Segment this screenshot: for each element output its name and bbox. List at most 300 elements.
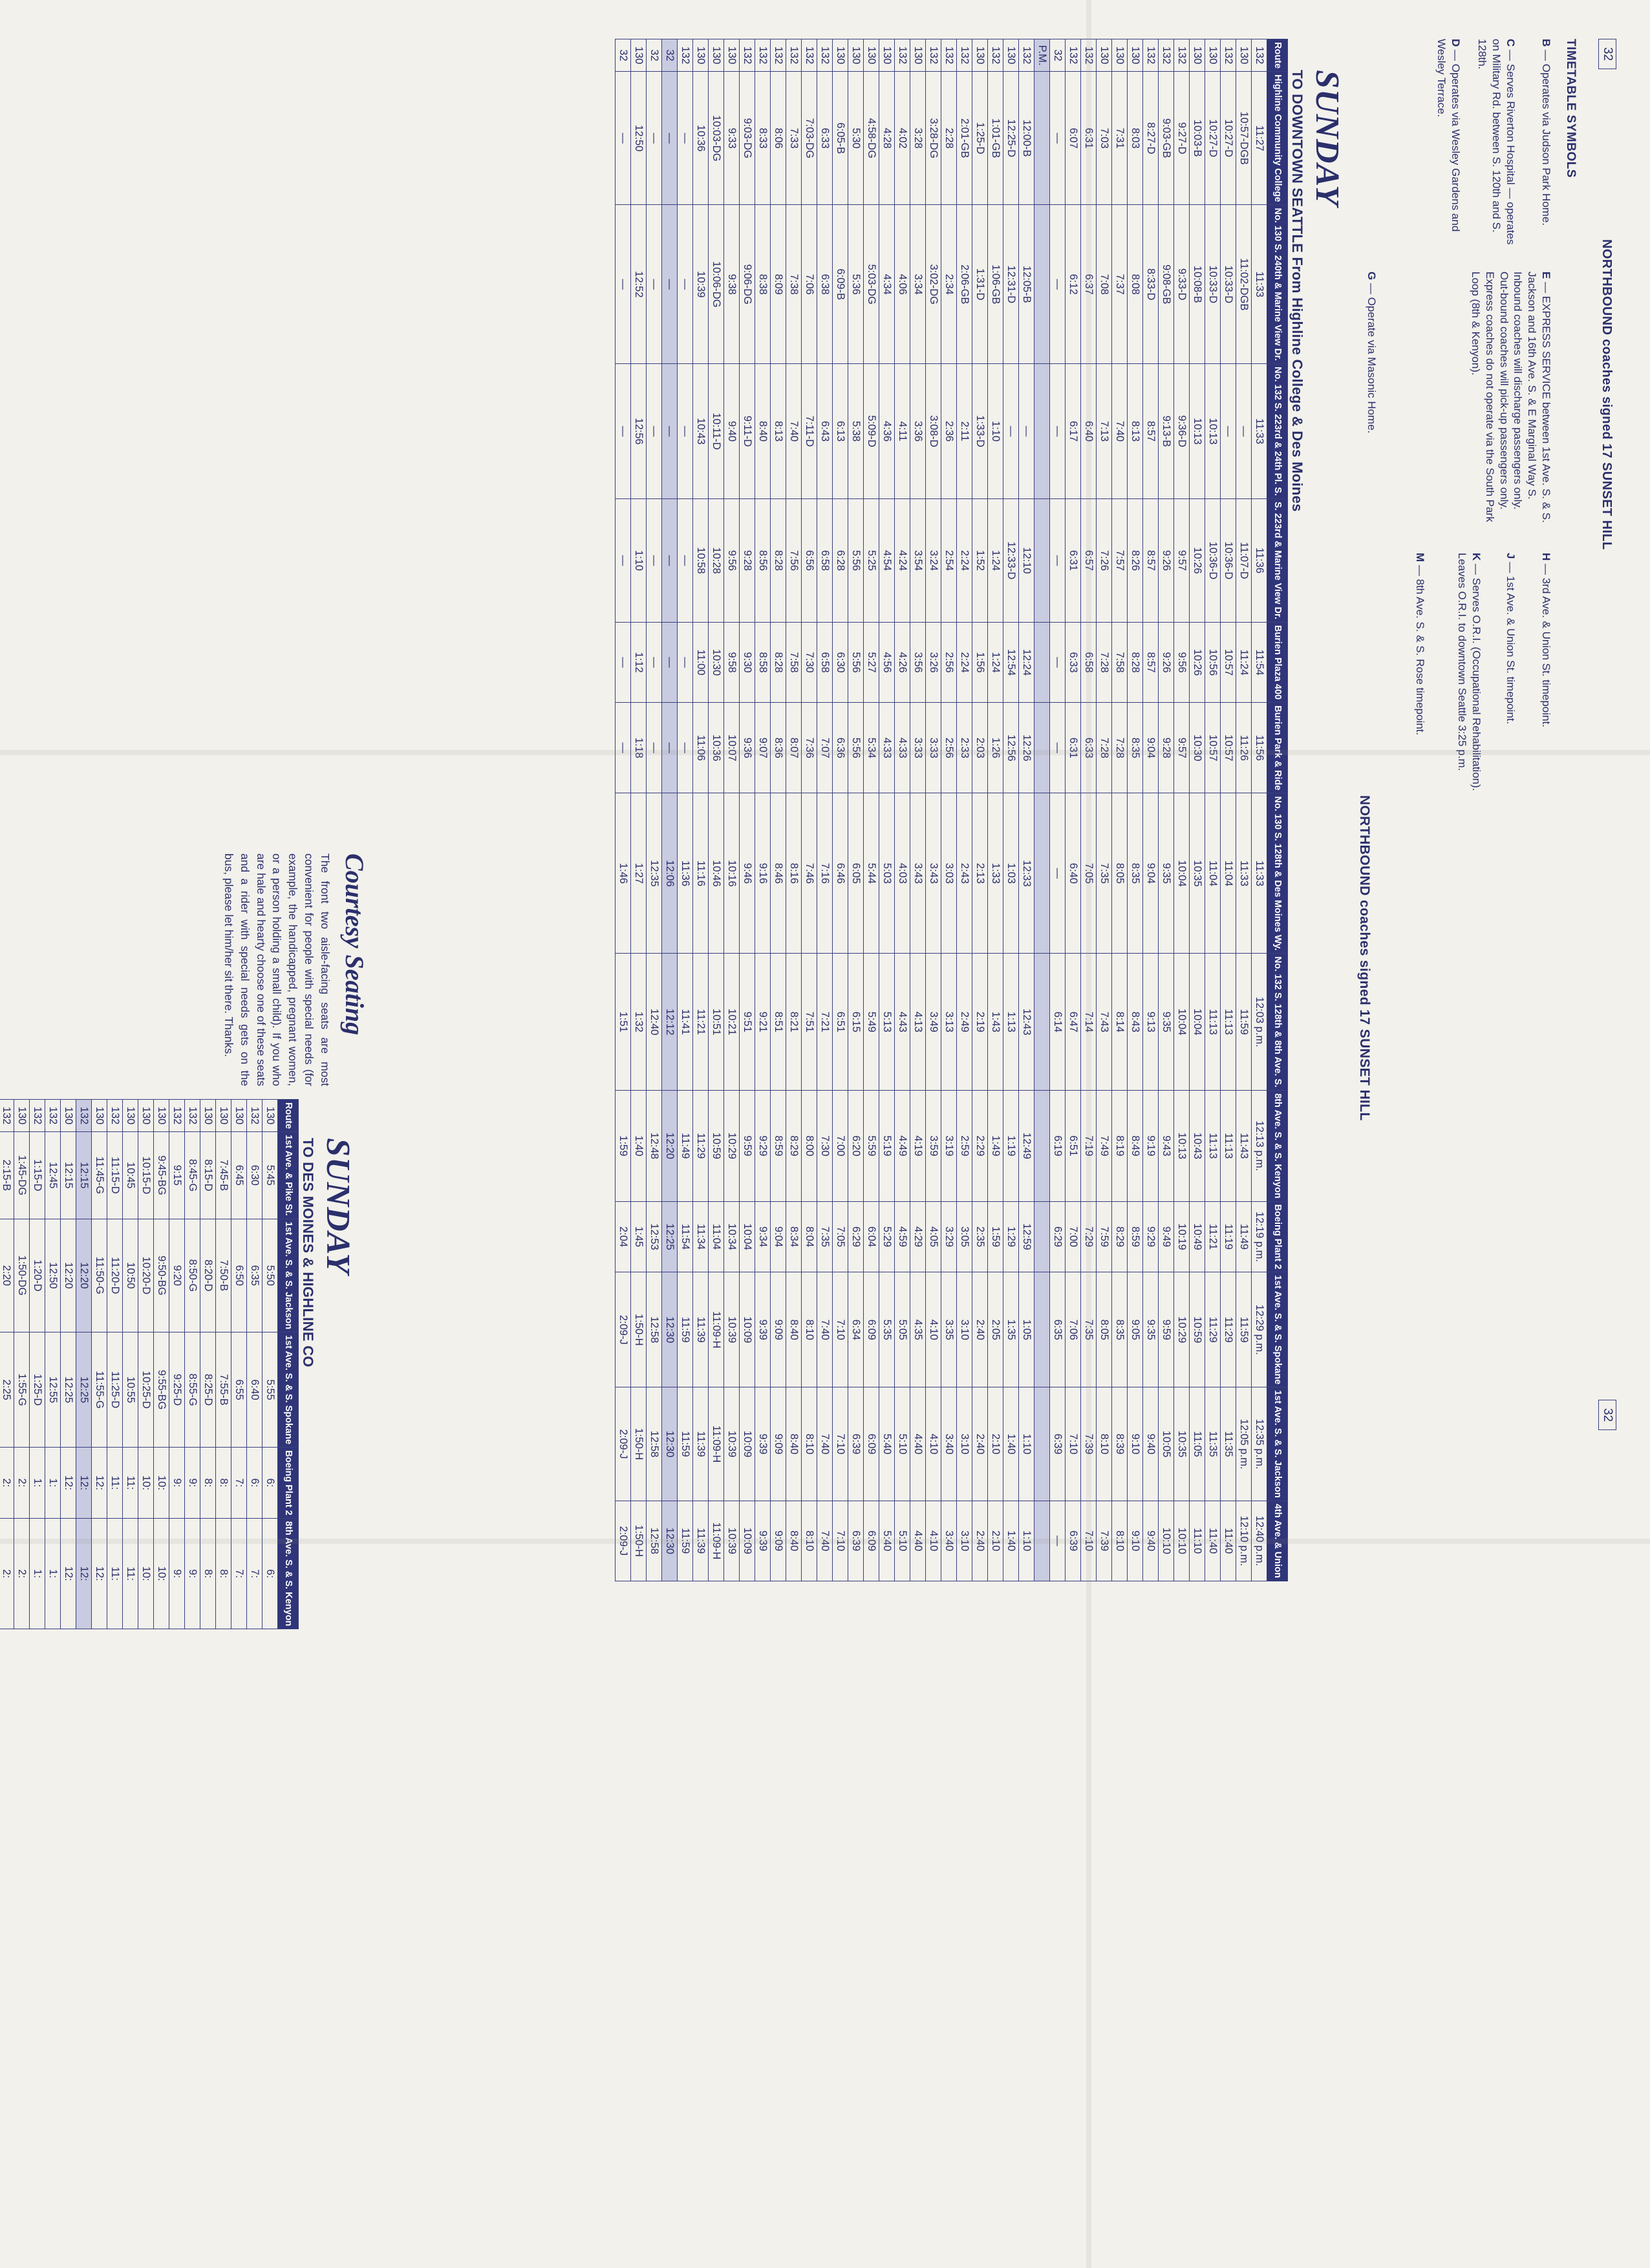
north-time-cell: 3:34: [910, 205, 926, 364]
table-row: [123, 1100, 138, 1629]
south-time-cell: 12:25: [61, 1332, 76, 1448]
table-row: [1019, 39, 1034, 1581]
south-time-cell: 9:: [185, 1518, 200, 1629]
north-time-cell: 3:05: [957, 1201, 972, 1272]
north-time-cell: 8:16: [786, 793, 802, 954]
north-time-cell: 10:57-DGB: [1236, 72, 1252, 205]
north-time-cell: 12:48: [647, 1091, 662, 1202]
north-time-cell: 11:24: [1236, 622, 1252, 702]
south-time-cell: 9:45-BG: [154, 1132, 169, 1219]
north-time-cell: 7:30: [817, 1091, 833, 1202]
north-time-cell: 12:58: [647, 1501, 662, 1581]
north-time-cell: 11:36: [1252, 499, 1267, 623]
south-time-cell: 6:50: [231, 1219, 247, 1332]
south-route-cell: 132: [169, 1100, 185, 1132]
north-time-cell: 7:06: [1066, 1272, 1081, 1387]
north-time-cell: 1:01-GB: [988, 72, 1003, 205]
north-time-cell: 10:06-DG: [709, 205, 724, 364]
north-time-cell: 11:26: [1236, 703, 1252, 793]
north-time-cell: 7:13: [1097, 364, 1112, 499]
north-route-cell: 132: [678, 39, 693, 72]
south-time-cell: 5:45: [262, 1132, 278, 1219]
north-time-cell: 10:08-B: [1190, 205, 1205, 364]
north-time-cell: 1:49: [988, 1091, 1003, 1202]
north-time-cell: 5:35: [879, 1272, 895, 1387]
north-time-cell: 9:04: [1143, 703, 1159, 793]
table-row: [1159, 39, 1174, 1581]
south-col-header: 8th Ave. S. & S. Kenyon: [278, 1518, 299, 1629]
south-time-cell: 12:55: [45, 1332, 61, 1448]
north-time-cell: 7:49: [1097, 1091, 1112, 1202]
south-time-cell: 9:25-D: [169, 1332, 185, 1448]
south-time-cell: 7:: [231, 1518, 247, 1629]
north-time-cell: 9:03-GB: [1159, 72, 1174, 205]
north-time-cell: 3:49: [926, 954, 941, 1091]
north-time-cell: 8:28: [771, 622, 786, 702]
north-time-cell: 10:36: [709, 703, 724, 793]
south-time-cell: 12:20: [61, 1219, 76, 1332]
north-time-cell: 8:13: [771, 364, 786, 499]
north-time-cell: 1:03: [1003, 793, 1019, 954]
north-time-cell: 8:59: [1128, 1201, 1143, 1272]
north-time-cell: 5:38: [848, 364, 864, 499]
north-time-cell: 5:03: [879, 793, 895, 954]
north-time-cell: 8:33: [755, 72, 771, 205]
table-row: [616, 39, 631, 1581]
north-col-header: Burien Park & Ride: [1267, 703, 1288, 793]
north-time-cell: 6:05-B: [833, 72, 848, 205]
north-time-cell: 9:33-D: [1174, 205, 1190, 364]
north-time-cell: 4:10: [926, 1272, 941, 1387]
north-time-cell: 11:13: [1205, 1091, 1221, 1202]
table-row: [724, 39, 740, 1581]
north-time-cell: 3:24: [926, 499, 941, 623]
page-number-right: 32: [1598, 1400, 1616, 1430]
north-route-cell: 130: [631, 39, 647, 72]
north-time-cell: 1:05: [1019, 1272, 1034, 1387]
south-time-cell: 10:45: [123, 1132, 138, 1219]
north-time-cell: 9:35: [1159, 954, 1174, 1091]
south-time-cell: 10:15-D: [138, 1132, 154, 1219]
north-time-cell: 4:54: [879, 499, 895, 623]
north-time-cell: 11:04: [709, 1201, 724, 1272]
north-time-cell: 4:40: [910, 1387, 926, 1501]
table-row: [879, 39, 895, 1581]
north-time-cell: 2:06-GB: [957, 205, 972, 364]
north-time-cell: 9:57: [1174, 499, 1190, 623]
table-row: [200, 1100, 216, 1629]
north-time-cell: 6:58: [817, 499, 833, 623]
south-time-cell: 6:: [262, 1518, 278, 1629]
north-time-cell: 2:01-GB: [957, 72, 972, 205]
north-time-cell: 10:59: [709, 1091, 724, 1202]
north-time-cell: 6:33: [1081, 703, 1097, 793]
north-route-cell: 132: [1019, 39, 1034, 72]
north-time-cell: 3:36: [910, 364, 926, 499]
north-time-cell: 9:36-D: [1174, 364, 1190, 499]
north-time-cell: 6:28: [833, 499, 848, 623]
south-time-cell: 12:15: [76, 1132, 92, 1219]
north-time-cell: 9:35: [1159, 793, 1174, 954]
north-time-cell: 1:50-H: [631, 1272, 647, 1387]
table-row: [926, 39, 941, 1581]
north-time-cell: 6:07: [1066, 72, 1081, 205]
north-time-cell: 11:21: [693, 954, 709, 1091]
north-time-cell: 11:40: [1221, 1501, 1236, 1581]
north-route-cell: 130: [1205, 39, 1221, 72]
north-col-header: 1st Ave. S. & S. Jackson: [1267, 1387, 1288, 1501]
north-route-cell: 32: [1050, 39, 1066, 72]
north-time-cell: 9:28: [1159, 703, 1174, 793]
table-row: [0, 1100, 14, 1629]
table-row: [972, 39, 988, 1581]
north-time-cell: 4:19: [910, 1091, 926, 1202]
table-row: [941, 39, 957, 1581]
south-time-cell: 9:15: [169, 1132, 185, 1219]
north-time-cell: 2:36: [941, 364, 957, 499]
north-col-header: No. 130 S. 240th & Marine View Dr.: [1267, 205, 1288, 364]
north-time-cell: 8:14: [1112, 954, 1128, 1091]
north-time-cell: 1:51: [616, 954, 631, 1091]
north-time-cell: 12:12: [662, 954, 678, 1091]
north-time-cell: 7:38: [786, 205, 802, 364]
north-time-cell: 5:19: [879, 1091, 895, 1202]
south-time-cell: 8:55-G: [185, 1332, 200, 1448]
north-route-cell: 130: [848, 39, 864, 72]
north-time-cell: [1034, 1091, 1050, 1202]
north-time-cell: —: [1236, 364, 1252, 499]
north-time-cell: 5:09-D: [864, 364, 879, 499]
north-time-cell: 11:05: [1190, 1387, 1205, 1501]
north-time-cell: 4:33: [895, 703, 910, 793]
north-time-cell: 10:03-DG: [709, 72, 724, 205]
north-time-cell: 3:56: [910, 622, 926, 702]
north-time-cell: 2:19: [972, 954, 988, 1091]
north-time-cell: 5:29: [879, 1201, 895, 1272]
south-time-cell: 10:: [154, 1518, 169, 1629]
north-route-cell: 130: [864, 39, 879, 72]
north-time-cell: 8:29: [1112, 1201, 1128, 1272]
north-time-cell: 4:05: [926, 1201, 941, 1272]
north-time-cell: 8:13: [1128, 364, 1143, 499]
north-time-cell: 5:40: [879, 1501, 895, 1581]
north-time-cell: 3:28-DG: [926, 72, 941, 205]
north-route-cell: 32: [647, 39, 662, 72]
table-row: [262, 1100, 278, 1629]
north-route-cell: 132: [988, 39, 1003, 72]
north-time-cell: 2:34: [941, 205, 957, 364]
south-time-cell: 6:45: [231, 1132, 247, 1219]
north-time-cell: 5:40: [879, 1387, 895, 1501]
north-time-cell: 1:18: [631, 703, 647, 793]
north-time-cell: —: [1019, 364, 1034, 499]
table-row: [231, 1100, 247, 1629]
north-time-cell: 5:27: [864, 622, 879, 702]
north-time-cell: 11:21: [1205, 1201, 1221, 1272]
north-col-header: Burien Plaza 400: [1267, 622, 1288, 702]
north-time-cell: 2:40: [972, 1387, 988, 1501]
north-time-cell: [1034, 954, 1050, 1091]
north-time-cell: 6:17: [1066, 364, 1081, 499]
north-time-cell: 11:19: [1221, 1201, 1236, 1272]
north-time-cell: 11:59: [1236, 954, 1252, 1091]
south-time-cell: 9:: [169, 1448, 185, 1519]
south-time-cell: 2:25: [0, 1332, 14, 1448]
north-time-cell: 7:11-D: [802, 364, 817, 499]
north-time-cell: 7:57: [1112, 499, 1128, 623]
north-time-cell: 9:26: [1159, 499, 1174, 623]
north-time-cell: 7:26: [1097, 499, 1112, 623]
north-time-cell: 9:40: [1143, 1387, 1159, 1501]
north-time-cell: 7:40: [817, 1387, 833, 1501]
south-route-cell: 130: [216, 1100, 231, 1132]
north-route-cell: P.M.: [1034, 39, 1050, 72]
north-time-cell: 9:04: [771, 1201, 786, 1272]
symbol-item: M — 8th Ave. S. & S. Rose timepoint.: [1414, 553, 1426, 736]
north-time-cell: 1:26: [988, 703, 1003, 793]
north-time-cell: 6:51: [1066, 1091, 1081, 1202]
north-time-cell: —: [647, 364, 662, 499]
north-time-cell: 9:26: [1159, 622, 1174, 702]
north-time-cell: 11:49: [678, 1091, 693, 1202]
north-time-cell: —: [1050, 499, 1066, 623]
north-time-cell: 12:33-D: [1003, 499, 1019, 623]
north-time-cell: 3:02-DG: [926, 205, 941, 364]
north-time-cell: 4:24: [895, 499, 910, 623]
north-time-cell: 10:35: [1174, 1387, 1190, 1501]
north-time-cell: 6:09: [864, 1387, 879, 1501]
north-time-cell: 9:08-GB: [1159, 205, 1174, 364]
north-time-cell: 7:40: [817, 1501, 833, 1581]
table-row: [1252, 39, 1267, 1581]
north-time-cell: 1:10: [988, 364, 1003, 499]
north-time-cell: 11:16: [693, 793, 709, 954]
north-time-cell: 10:26: [1190, 622, 1205, 702]
north-time-cell: 7:59: [1097, 1201, 1112, 1272]
south-time-cell: 11:: [123, 1518, 138, 1629]
north-time-cell: [1034, 793, 1050, 954]
north-time-cell: 12:52: [631, 205, 647, 364]
south-table-header-row: [278, 1100, 299, 1629]
north-time-cell: 6:39: [1050, 1387, 1066, 1501]
south-route-cell: 130: [231, 1100, 247, 1132]
north-time-cell: 1:50-H: [631, 1501, 647, 1581]
north-time-cell: —: [616, 622, 631, 702]
south-route-cell: 132: [107, 1100, 123, 1132]
north-time-cell: 6:35: [1050, 1272, 1066, 1387]
north-time-cell: 7:05: [833, 1201, 848, 1272]
north-time-cell: 10:05: [1159, 1387, 1174, 1501]
north-time-cell: 11:59: [678, 1387, 693, 1501]
south-route-cell: 132: [247, 1100, 262, 1132]
north-time-cell: 1:40: [1003, 1501, 1019, 1581]
table-row: [1050, 39, 1066, 1581]
north-time-cell: 5:10: [895, 1387, 910, 1501]
south-time-cell: 1:25-D: [30, 1332, 45, 1448]
north-time-cell: 6:57: [1081, 499, 1097, 623]
north-time-cell: 5:05: [895, 1272, 910, 1387]
north-time-cell: 7:28: [1097, 622, 1112, 702]
north-time-cell: 8:35: [1128, 703, 1143, 793]
north-time-cell: 10:33-D: [1221, 205, 1236, 364]
north-time-cell: 2:56: [941, 622, 957, 702]
north-time-cell: 10:33-D: [1205, 205, 1221, 364]
south-time-cell: 6:: [262, 1448, 278, 1519]
north-time-cell: 9:39: [755, 1272, 771, 1387]
table-row: [92, 1100, 107, 1629]
south-time-cell: 2:15-B: [0, 1132, 14, 1219]
north-time-cell: 7:10: [833, 1387, 848, 1501]
south-time-cell: 12:50: [45, 1219, 61, 1332]
north-time-cell: 3:10: [957, 1501, 972, 1581]
south-time-cell: 11:: [107, 1518, 123, 1629]
north-time-cell: —: [647, 622, 662, 702]
south-time-cell: 1:: [30, 1448, 45, 1519]
north-route-cell: 130: [1236, 39, 1252, 72]
north-time-cell: 6:31: [1081, 72, 1097, 205]
north-time-cell: 8:40: [786, 1387, 802, 1501]
north-time-cell: 11:54: [1252, 622, 1267, 702]
table-row: [988, 39, 1003, 1581]
north-time-cell: 3:33: [926, 703, 941, 793]
south-time-cell: 11:25-D: [107, 1332, 123, 1448]
north-time-cell: —: [1221, 364, 1236, 499]
north-time-cell: —: [1050, 622, 1066, 702]
north-time-cell: 10:43: [1190, 1091, 1205, 1202]
north-time-cell: 5:13: [879, 954, 895, 1091]
north-time-cell: [1034, 703, 1050, 793]
north-time-cell: 12:31-D: [1003, 205, 1019, 364]
south-time-cell: 12:25: [76, 1332, 92, 1448]
north-time-cell: 12:58: [647, 1272, 662, 1387]
north-time-cell: 5:25: [864, 499, 879, 623]
south-time-cell: 6:: [247, 1448, 262, 1519]
north-time-cell: 1:40: [1003, 1387, 1019, 1501]
south-time-cell: 1:: [30, 1518, 45, 1629]
north-time-cell: 5:59: [864, 1091, 879, 1202]
north-time-cell: 8:08: [1128, 205, 1143, 364]
north-time-cell: 3:43: [926, 793, 941, 954]
south-time-cell: 11:45-G: [92, 1132, 107, 1219]
north-time-cell: [1034, 205, 1050, 364]
north-time-cell: 12:58: [647, 1387, 662, 1501]
north-time-cell: 7:40: [786, 364, 802, 499]
symbol-item: D — Operates via Wesley Gardens and Wesley Terrace.: [1435, 39, 1462, 232]
north-time-cell: 6:36: [833, 703, 848, 793]
north-time-cell: [1034, 1387, 1050, 1501]
north-table-title: SUNDAY TO DOWNTOWN SEATTLE From Highline College & Des Moines: [1289, 70, 1345, 512]
north-route-cell: 130: [1112, 39, 1128, 72]
south-time-cell: 11:: [123, 1448, 138, 1519]
south-time-cell: 5:55: [262, 1332, 278, 1448]
south-route-cell: 132: [0, 1100, 14, 1132]
north-route-cell: 130: [910, 39, 926, 72]
north-time-cell: 7:10: [1081, 1501, 1097, 1581]
north-time-cell: 8:10: [802, 1387, 817, 1501]
north-time-cell: 3:08-D: [926, 364, 941, 499]
north-time-cell: 10:10: [1159, 1501, 1174, 1581]
north-time-cell: 8:10: [802, 1272, 817, 1387]
south-col-header: 1st Ave. S. & S. Jackson: [278, 1219, 299, 1332]
north-time-cell: 6:43: [817, 364, 833, 499]
north-time-cell: 7:03-DG: [802, 72, 817, 205]
table-row: [678, 39, 693, 1581]
south-time-cell: 11:15-D: [107, 1132, 123, 1219]
north-time-cell: 4:29: [910, 1201, 926, 1272]
north-time-cell: 12:40: [647, 954, 662, 1091]
north-time-cell: 4:26: [895, 622, 910, 702]
table-row: [154, 1100, 169, 1629]
north-time-cell: 4:03: [895, 793, 910, 954]
north-time-cell: 11:06: [693, 703, 709, 793]
north-route-cell: 132: [1081, 39, 1097, 72]
north-time-cell: 4:33: [879, 703, 895, 793]
north-time-cell: 10:39: [693, 205, 709, 364]
south-time-cell: 8:: [200, 1448, 216, 1519]
north-time-cell: 6:51: [833, 954, 848, 1091]
north-time-cell: 1:13: [1003, 954, 1019, 1091]
north-time-cell: 9:57: [1174, 703, 1190, 793]
north-time-cell: 10:29: [1174, 1272, 1190, 1387]
north-time-cell: 6:29: [848, 1201, 864, 1272]
table-row: [895, 39, 910, 1581]
north-time-cell: 4:02: [895, 72, 910, 205]
north-time-cell: 6:29: [1050, 1201, 1066, 1272]
north-time-cell: 7:35: [1081, 1272, 1097, 1387]
north-time-cell: 11:39: [693, 1501, 709, 1581]
north-time-cell: 7:39: [1081, 1387, 1097, 1501]
north-time-cell: 7:58: [1112, 622, 1128, 702]
north-time-cell: 11:49: [1236, 1201, 1252, 1272]
north-time-cell: 11:09-H: [709, 1272, 724, 1387]
south-time-cell: 9:20: [169, 1219, 185, 1332]
north-time-cell: 2:10: [988, 1387, 1003, 1501]
north-time-cell: 1:33-D: [972, 364, 988, 499]
north-col-header: Boeing Plant 2: [1267, 1201, 1288, 1272]
south-time-cell: 9:50-BG: [154, 1219, 169, 1332]
north-time-cell: 11:33: [1252, 205, 1267, 364]
north-time-cell: 4:11: [895, 364, 910, 499]
north-time-cell: 9:56: [724, 499, 740, 623]
south-time-cell: 11:50-G: [92, 1219, 107, 1332]
north-time-cell: 2:24: [957, 622, 972, 702]
north-time-cell: 12:10 p.m.: [1236, 1501, 1252, 1581]
north-time-cell: 4:40: [910, 1501, 926, 1581]
north-time-cell: 11:36: [678, 793, 693, 954]
table-row: [1128, 39, 1143, 1581]
north-time-cell: 4:49: [895, 1091, 910, 1202]
south-time-cell: 7:50-B: [216, 1219, 231, 1332]
north-time-cell: 12:53: [647, 1201, 662, 1272]
symbol-item: B — Operates via Judson Park Home.: [1540, 39, 1552, 226]
north-time-cell: —: [662, 364, 678, 499]
north-time-cell: 3:43: [910, 793, 926, 954]
north-time-cell: 11:41: [678, 954, 693, 1091]
north-time-cell: 10:21: [724, 954, 740, 1091]
north-time-cell: 7:10: [833, 1501, 848, 1581]
north-time-cell: 6:30: [833, 622, 848, 702]
table-row: [771, 39, 786, 1581]
north-time-cell: 7:36: [802, 703, 817, 793]
north-time-cell: 10:30: [1190, 703, 1205, 793]
north-time-cell: 9:40: [724, 364, 740, 499]
north-time-cell: 11:13: [1221, 954, 1236, 1091]
north-time-cell: 8:05: [1112, 793, 1128, 954]
north-time-cell: 4:13: [910, 954, 926, 1091]
north-time-cell: 5:30: [848, 72, 864, 205]
north-time-cell: 2:33: [957, 703, 972, 793]
north-time-cell: 7:40: [817, 1272, 833, 1387]
